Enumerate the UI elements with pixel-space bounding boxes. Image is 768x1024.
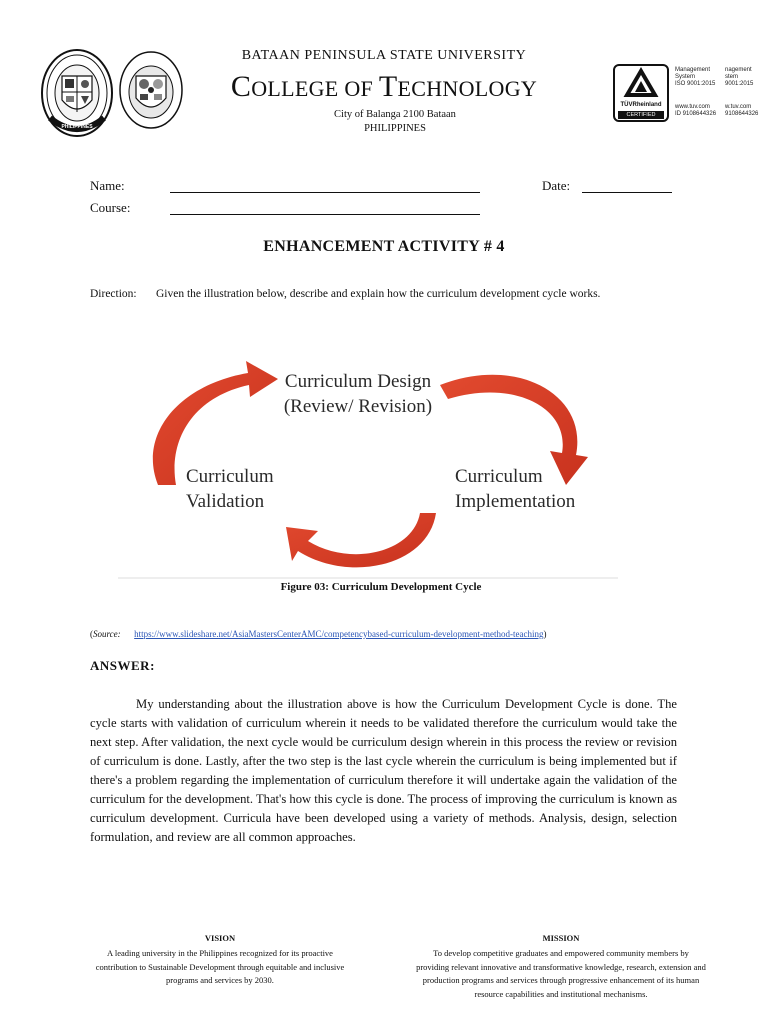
college-initial-t: T — [378, 70, 398, 103]
source-line — [90, 629, 546, 639]
cert-column-1 — [675, 67, 716, 118]
certified-label: CERTIFIED — [618, 111, 664, 119]
vision-title: VISION — [204, 933, 236, 943]
college-initial-c: C — [230, 70, 252, 103]
cert-column-2 — [725, 67, 758, 118]
cert-line: ISO 9001:2015 — [675, 81, 716, 87]
node-design-line1: Curriculum Design — [284, 371, 432, 392]
cert-line: 9001:2015 — [725, 81, 754, 87]
course-line[interactable] — [170, 214, 480, 215]
iso-certification-badge — [613, 64, 765, 124]
node-implementation-line1: Curriculum — [455, 466, 543, 487]
name-line[interactable] — [170, 192, 480, 193]
cert-line: Management — [675, 67, 711, 73]
source-open-paren: ( — [90, 629, 93, 639]
college-name-rest: ECHNOLOGY — [397, 76, 538, 101]
cert-line: 9108644326 — [725, 111, 759, 117]
source-close-paren: ) — [543, 629, 547, 639]
cert-line: nagement — [725, 67, 752, 73]
vision-text: A leading university in the Philippines recognized for its proactive contribution to Sustainable Development through equitable and inclusive programs and services by 2030. — [95, 948, 345, 985]
course-label: Course: — [90, 200, 131, 215]
curriculum-cycle-diagram — [118, 345, 618, 583]
arrow-implementation-to-validation — [286, 513, 436, 567]
seal-bottom-text: PHILIPPINES — [61, 124, 93, 130]
cert-line: ID 9108644326 — [675, 111, 717, 117]
answer-heading: ANSWER: — [90, 658, 155, 673]
node-design-line2: (Review/ Revision) — [283, 396, 433, 417]
tuv-brand: TÜVRheinland — [620, 102, 662, 108]
answer-paragraph: My understanding about the illustration above is how the Curriculum Development Cycle is done. The cycle starts with validation of curriculum wherein it needs to be validated therefore the curriculum would take the next step. After validation, the next cycle would be curriculum design wherein in this process the review or revision of curriculum is done. Lastly, after the two step is the last cycle wherein the curriculum is being implemented but if there's a problem regarding the implementation of curriculum therefore it will undertake again the validation of the curriculum for the development. That's how this cycle is done. The process of improving the curriculum is known as curriculum development. Curricula have been developed using a variety of methods. Analysis, design, selection formulation, and review are all common approaches. — [90, 697, 677, 844]
node-implementation-line2: Implementation — [455, 491, 576, 512]
node-validation-line1: Curriculum — [186, 466, 274, 487]
tuv-triangle-icon — [615, 66, 667, 100]
cert-line: stem — [725, 74, 739, 80]
address — [260, 108, 530, 136]
cert-line: www.tuv.com — [675, 104, 710, 110]
address-line-2: PHILIPPINES — [364, 123, 426, 134]
figure-caption: Figure 03: Curriculum Development Cycle — [280, 581, 482, 593]
college-name-part: OLLEGE OF — [251, 76, 379, 101]
university-name: BATAAN PENINSULA STATE UNIVERSITY — [241, 48, 527, 63]
date-label: Date: — [542, 178, 571, 193]
direction-text: Given the illustration below, describe and explain how the curriculum development cycle works. — [156, 288, 601, 300]
mission-text: To develop competitive graduates and empowered community members by providing relevant innovative and transformative knowledge, research, extension and production programs and services through progressive enhancement of its human resource capabilities and institutional mechanisms. — [416, 948, 706, 999]
direction-label: Direction: — [90, 288, 137, 300]
activity-title: ENHANCEMENT ACTIVITY # 4 — [263, 238, 505, 255]
date-line[interactable] — [582, 192, 672, 193]
name-label: Name: — [90, 178, 125, 193]
address-line-1: City of Balanga 2100 Bataan — [334, 109, 456, 120]
mission-title: MISSION — [542, 933, 580, 943]
source-link[interactable]: https://www.slideshare.net/AsiaMastersCenterAMC/competencybased-curriculum-development-method-teaching — [134, 629, 544, 639]
node-validation-line2: Validation — [186, 491, 265, 512]
tuv-logo-icon — [613, 64, 669, 122]
source-label: Source: — [93, 629, 121, 639]
cert-line: System — [675, 74, 696, 80]
cert-line: w.tuv.com — [725, 104, 752, 110]
